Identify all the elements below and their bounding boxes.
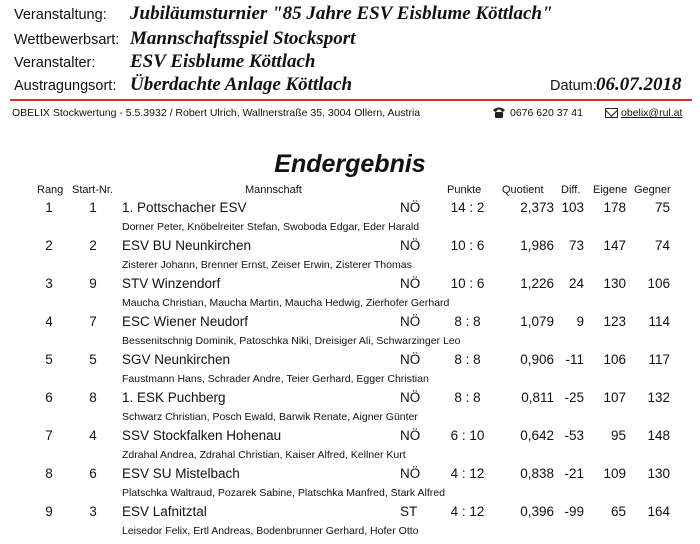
cell-start: 3 bbox=[89, 504, 97, 519]
cell-gegner: 75 bbox=[654, 200, 670, 215]
cell-diff: -21 bbox=[564, 466, 584, 481]
table-row bbox=[0, 276, 700, 314]
cell-gegner: 130 bbox=[647, 466, 670, 481]
cell-region: NÖ bbox=[400, 352, 421, 367]
column-header-rang: Rang bbox=[37, 184, 64, 196]
cell-start: 2 bbox=[89, 238, 97, 253]
cell-region: ST bbox=[400, 504, 418, 519]
cell-rang: 7 bbox=[45, 428, 53, 443]
cell-rang: 9 bbox=[45, 504, 53, 519]
cell-gegner: 132 bbox=[647, 390, 670, 405]
header-label-veranstalter: Veranstalter: bbox=[14, 55, 96, 71]
column-header-gegner: Gegner bbox=[634, 184, 671, 196]
cell-team: SGV Neunkirchen bbox=[122, 352, 231, 367]
cell-diff: 9 bbox=[576, 314, 584, 329]
cell-rang: 4 bbox=[45, 314, 53, 329]
cell-rang: 6 bbox=[45, 390, 53, 405]
cell-region: NÖ bbox=[400, 390, 421, 405]
cell-gegner: 117 bbox=[648, 352, 670, 367]
cell-diff: -11 bbox=[565, 352, 584, 367]
phone-icon bbox=[492, 106, 506, 119]
cell-rang: 2 bbox=[45, 238, 53, 253]
header-value-wettbewerbsart: Mannschaftsspiel Stocksport bbox=[130, 28, 356, 49]
cell-team: ESV SU Mistelbach bbox=[122, 466, 240, 481]
cell-start: 4 bbox=[89, 428, 97, 443]
cell-region: NÖ bbox=[400, 276, 421, 291]
cell-punkte: 4 : 12 bbox=[450, 504, 485, 519]
cell-team: 1. ESK Puchberg bbox=[122, 390, 226, 405]
cell-region: NÖ bbox=[400, 200, 421, 215]
team-members: Zisterer Johann, Brenner Ernst, Zeiser Erwin, Zisterer Thomas bbox=[122, 259, 412, 271]
cell-punkte: 10 : 6 bbox=[450, 238, 485, 253]
cell-team: SSV Stockfalken Hohenau bbox=[122, 428, 282, 443]
team-members: Maucha Christian, Maucha Martin, Maucha Hedwig, Zierhofer Gerhard bbox=[122, 297, 450, 309]
column-header-punkte: Punkte bbox=[447, 184, 482, 196]
column-header-quotient: Quotient bbox=[502, 184, 544, 196]
cell-start: 1 bbox=[89, 200, 97, 215]
team-members: Bessenitschnig Dominik, Patoschka Niki, Dreisiger Ali, Schwarzinger Leo bbox=[122, 335, 461, 347]
cell-start: 6 bbox=[89, 466, 97, 481]
cell-rang: 5 bbox=[45, 352, 53, 367]
cell-eigene: 178 bbox=[603, 200, 626, 215]
cell-eigene: 147 bbox=[603, 238, 626, 253]
cell-start: 5 bbox=[89, 352, 97, 367]
table-row bbox=[0, 352, 700, 390]
cell-quotient: 1,986 bbox=[520, 238, 554, 253]
cell-diff: 73 bbox=[568, 238, 584, 253]
table-row bbox=[0, 314, 700, 352]
mail-icon bbox=[605, 108, 618, 118]
cell-rang: 8 bbox=[45, 466, 53, 481]
email-link[interactable]: obelix@rul.at bbox=[621, 107, 683, 119]
cell-quotient: 0,396 bbox=[520, 504, 554, 519]
cell-region: NÖ bbox=[400, 466, 421, 481]
header-value-veranstaltung: Jubiläumsturnier "85 Jahre ESV Eisblume Köttlach" bbox=[130, 3, 553, 24]
cell-eigene: 109 bbox=[603, 466, 626, 481]
phone-number: 0676 620 37 41 bbox=[510, 107, 583, 119]
cell-eigene: 106 bbox=[603, 352, 626, 367]
cell-rang: 1 bbox=[45, 200, 53, 215]
cell-diff: 24 bbox=[568, 276, 584, 291]
cell-quotient: 0,906 bbox=[520, 352, 554, 367]
cell-gegner: 114 bbox=[648, 314, 670, 329]
cell-region: NÖ bbox=[400, 428, 421, 443]
cell-eigene: 95 bbox=[610, 428, 626, 443]
cell-diff: 103 bbox=[561, 200, 584, 215]
table-row bbox=[0, 200, 700, 238]
cell-team: ESV Lafnitztal bbox=[122, 504, 207, 519]
software-credit: OBELIX Stockwertung - 5.5.3932 / Robert Ulrich, Wallnerstraße 35, 3004 Ollern, Austria bbox=[12, 107, 421, 119]
column-header-start: Start-Nr. bbox=[72, 184, 113, 196]
cell-quotient: 1,226 bbox=[520, 276, 554, 291]
header-label-austragungsort: Austragungsort: bbox=[14, 78, 117, 94]
cell-quotient: 0,838 bbox=[520, 466, 554, 481]
table-row bbox=[0, 238, 700, 276]
column-header-eigene: Eigene bbox=[593, 184, 628, 196]
team-members: Dorner Peter, Knöbelreiter Stefan, Swoboda Edgar, Eder Harald bbox=[122, 221, 420, 233]
table-row bbox=[0, 466, 700, 504]
cell-rang: 3 bbox=[45, 276, 53, 291]
cell-team: ESC Wiener Neudorf bbox=[122, 314, 249, 329]
table-row bbox=[0, 504, 700, 542]
cell-team: 1. Pottschacher ESV bbox=[122, 200, 247, 215]
cell-punkte: 14 : 2 bbox=[450, 200, 485, 215]
column-header-diff: Diff. bbox=[561, 184, 581, 196]
header-value-austragungsort: Überdachte Anlage Köttlach bbox=[130, 74, 353, 95]
table-row bbox=[0, 428, 700, 466]
cell-diff: -53 bbox=[564, 428, 584, 443]
cell-quotient: 1,079 bbox=[520, 314, 554, 329]
cell-punkte: 8 : 8 bbox=[454, 314, 481, 329]
team-members: Zdrahal Andrea, Zdrahal Christian, Kaiser Alfred, Kellner Kurt bbox=[122, 449, 406, 461]
header-label-veranstaltung: Veranstaltung: bbox=[14, 7, 107, 23]
team-members: Faustmann Hans, Schrader Andre, Teier Gerhard, Egger Christian bbox=[122, 373, 429, 385]
cell-start: 9 bbox=[89, 276, 97, 291]
date-value: 06.07.2018 bbox=[596, 74, 682, 95]
team-members: Platschka Waltraud, Pozarek Sabine, Platschka Manfred, Stark Alfred bbox=[122, 487, 445, 499]
team-members: Leisedor Felix, Ertl Andreas, Bodenbrunner Gerhard, Hofer Otto bbox=[122, 525, 419, 537]
cell-region: NÖ bbox=[400, 314, 421, 329]
header-value-veranstalter: ESV Eisblume Köttlach bbox=[130, 51, 316, 72]
cell-team: ESV BU Neunkirchen bbox=[122, 238, 252, 253]
table-row bbox=[0, 390, 700, 428]
date-label: Datum: bbox=[550, 78, 597, 94]
cell-quotient: 0,642 bbox=[520, 428, 554, 443]
cell-punkte: 8 : 8 bbox=[454, 352, 481, 367]
cell-gegner: 106 bbox=[647, 276, 670, 291]
cell-team: STV Winzendorf bbox=[122, 276, 221, 291]
header-label-wettbewerbsart: Wettbewerbsart: bbox=[14, 32, 120, 48]
cell-punkte: 4 : 12 bbox=[450, 466, 485, 481]
cell-punkte: 10 : 6 bbox=[450, 276, 485, 291]
cell-diff: -99 bbox=[564, 504, 584, 519]
cell-quotient: 0,811 bbox=[521, 390, 554, 405]
cell-eigene: 107 bbox=[603, 390, 626, 405]
cell-start: 7 bbox=[89, 314, 97, 329]
cell-gegner: 164 bbox=[647, 504, 670, 519]
column-header-team: Mannschaft bbox=[245, 184, 302, 196]
cell-punkte: 8 : 8 bbox=[454, 390, 481, 405]
cell-diff: -25 bbox=[564, 390, 584, 405]
cell-start: 8 bbox=[89, 390, 97, 405]
page-title: Endergebnis bbox=[274, 150, 426, 178]
cell-region: NÖ bbox=[400, 238, 421, 253]
cell-gegner: 74 bbox=[654, 238, 670, 253]
cell-eigene: 123 bbox=[603, 314, 626, 329]
cell-gegner: 148 bbox=[647, 428, 670, 443]
cell-eigene: 65 bbox=[610, 504, 626, 519]
team-members: Schwarz Christian, Posch Ewald, Barwik Renate, Aigner Günter bbox=[122, 411, 418, 423]
cell-quotient: 2,373 bbox=[520, 200, 554, 215]
cell-punkte: 6 : 10 bbox=[450, 428, 485, 443]
header-divider bbox=[10, 99, 692, 101]
cell-eigene: 130 bbox=[603, 276, 626, 291]
